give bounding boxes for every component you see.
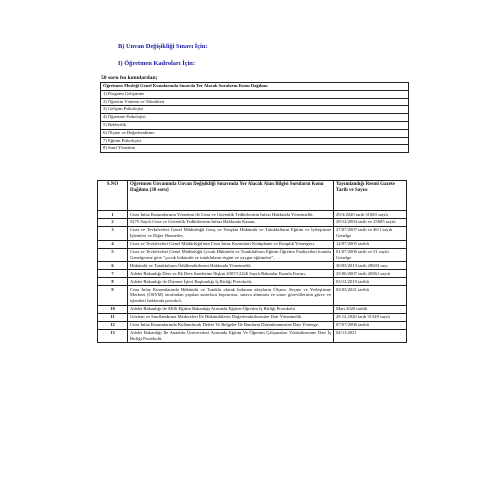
topic-cell: 1) Program Geliştirme — [101, 90, 409, 98]
row-date: 25/06/2007 tarih 26561 sayılı — [334, 270, 407, 278]
topic-cell: 7) Eğitim Psikolojisi — [101, 137, 409, 145]
row-description: Ceza ve Tevkifevleri Genel Müdürlüğü Genç ve Yetişkin Hükümlü ve Tutuklulların Eğitim ve İyileştirme İşlemleri ve Diğer Hizmetler, — [128, 226, 334, 240]
table-row — [98, 286, 407, 306]
table-row — [98, 218, 407, 226]
row-number: 7 — [98, 270, 128, 278]
row-date: 29.12.2020 tarih 31349 sayılı — [334, 313, 407, 321]
row-description: Ceza İnfaz Kurumlarında Kullanılacak Defter Ve Belgeler İle Bunların Düzenlenmesine Dair Yönerge, — [128, 321, 334, 329]
row-description: Hükümlü ve Tutukluların Ödüllendirilmesi Hakkında Yönetmelik — [128, 262, 334, 270]
topics-table-header: Öğretmen Mesleği Genel Konularında Sınavda Yer Alacak Soruların Konu Dağılımı — [101, 83, 409, 91]
row-number: 11 — [98, 313, 128, 321]
topics-table — [100, 82, 409, 153]
row-date: 29/12/2004 tarih ve 25685 sayılı — [334, 218, 407, 226]
row-date: 27/07/2007 tarih ve 46/1 sayılı Genelge — [334, 226, 407, 240]
row-date: 07/07/2006 tarihli — [334, 321, 407, 329]
topic-cell: 2) Öğretim Yöntem ve Teknikleri — [101, 98, 409, 106]
topic-row — [101, 98, 409, 106]
table-row — [98, 321, 407, 329]
topic-cell: 8) Sınıf Yönetimi — [101, 145, 409, 153]
table-row — [98, 211, 407, 219]
row-description: Adalet Bakanlığı ile Milli Eğitim Bakanlığı Arasında Eğitim-Öğretim İş Birliği Protokolü — [128, 305, 334, 313]
table-row — [98, 278, 407, 286]
row-description: Adalet Bakanlığı ile Diyanet İşleri Başkanlığı İş Birliği Protokolü, — [128, 278, 334, 286]
row-number: 3 — [98, 226, 128, 240]
row-number: 5 — [98, 248, 128, 262]
row-number: 13 — [98, 329, 128, 343]
table-row — [98, 329, 407, 343]
topic-row — [101, 137, 409, 145]
row-description: Ceza İnfaz Kurumlarının Yönetimi ile Ceza ve Güvenlik Tedbirlerinin İnfazı Hakkında Yönetmelik, — [128, 211, 334, 219]
table-row — [98, 313, 407, 321]
row-description: Ceza ve Tevkifevleri Genel Müdürlüğü Çocuk Hükümlü ve Tutuklulların Eğitim Öğretim Faaliyetleri konulu Genelgesine göre "çocuk hükümlü ve tutukluların örgün ve yaygın eğitimleri", — [128, 248, 334, 262]
topic-row — [101, 129, 409, 137]
row-date: 03/03/2021 tarihli — [334, 286, 407, 306]
table-row — [98, 270, 407, 278]
topics-intro-label: 50 soru bu konulardan; — [101, 75, 158, 81]
header-sno: S.NO — [98, 181, 128, 211]
topic-row — [101, 114, 409, 122]
row-number: 2 — [98, 218, 128, 226]
topics-table-header-row — [101, 83, 409, 91]
topic-row — [101, 90, 409, 98]
row-date: 04/11/2021 — [334, 329, 407, 343]
section-heading-unvan-degisikligi: B) Unvan Değişikliği Sınavı İçin: — [118, 43, 208, 50]
row-description: Adalet Bakanlığı İle Anadolu Üniversitesi Arasında Eğitim Ve Öğretim Çalışmaları Yürütülmesine Dair İş Birliği Protokolü. — [128, 329, 334, 343]
row-description: 5275 Sayılı Ceza ve Güvenlik Tedbirlerinin İnfazı Hakkında Kanun, — [128, 218, 334, 226]
row-date: 12/07/2005 tarihli — [334, 240, 407, 248]
row-date: 30/03/2013 tarih 28603 sayı — [334, 262, 407, 270]
row-description: Adalet Bakanlığı Ders ve Ek Ders Saatlerine İlişkin 2007/12226 Sayılı Bakanlar Kurulu Kararı, — [128, 270, 334, 278]
row-number: 8 — [98, 278, 128, 286]
row-number: 10 — [98, 305, 128, 313]
topic-cell: 6) Ölçme ve Değerlendirme — [101, 129, 409, 137]
topic-row — [101, 121, 409, 129]
row-date: 01/07/2006 tarih ve 51 sayılı Genelge — [334, 248, 407, 262]
topic-row — [101, 145, 409, 153]
row-number: 6 — [98, 262, 128, 270]
laws-table — [97, 180, 407, 343]
section-heading-ogretmen-kadrolari: I) Öğretmen Kadroları İçin: — [118, 60, 195, 67]
row-number: 9 — [98, 286, 128, 306]
table-row — [98, 305, 407, 313]
topic-cell: 3) Gelişim Psikolojisi — [101, 106, 409, 114]
row-description: Ceza İnfaz Kurumlarında Hükümlü ve Tutuklu olarak bulunan adayların Ölçme, Seçme ve Yerleştirme Merkezi (ÖSYM) tarafından yapılan sınavlara başvurusu, sınava alınması ve sınav görevlilerinin görev ve işlemleri hakkında protokol, — [128, 286, 334, 306]
table-row — [98, 240, 407, 248]
row-number: 1 — [98, 211, 128, 219]
row-description: Gözlem ve Sınıflandırma Merkezleri İle Hükümlülerin Değerlendirilmesine Dair Yönetmelik — [128, 313, 334, 321]
topic-cell: 5) Rehberlik — [101, 121, 409, 129]
header-topic: Öğretmen Unvanında Unvan Değişikliği Sınavında Yer Alacak Alan Bilgisi Soruların Konu Dağılımı (30 soru) — [128, 181, 334, 211]
table-row — [98, 226, 407, 240]
topic-row — [101, 106, 409, 114]
row-number: 12 — [98, 321, 128, 329]
laws-table-header-row — [98, 181, 407, 211]
row-date: 03/12/2019 tarihli — [334, 278, 407, 286]
table-row — [98, 248, 407, 262]
row-date: 29/3/2020 tarih 31083 sayılı — [334, 211, 407, 219]
row-description: Ceza ve Tevkifevleri Genel Müdürlüğü'nün Ceza İnfaz Kurumları Kütüphane ve Kitaplık Yönergesi, — [128, 240, 334, 248]
header-date: Yayımlandığı Resmî Gazete Tarih ve Sayısı — [334, 181, 407, 211]
topic-cell: 4) Öğrenme Psikolojisi — [101, 114, 409, 122]
row-number: 4 — [98, 240, 128, 248]
row-date: Mart 2020 tarihli — [334, 305, 407, 313]
table-row — [98, 262, 407, 270]
